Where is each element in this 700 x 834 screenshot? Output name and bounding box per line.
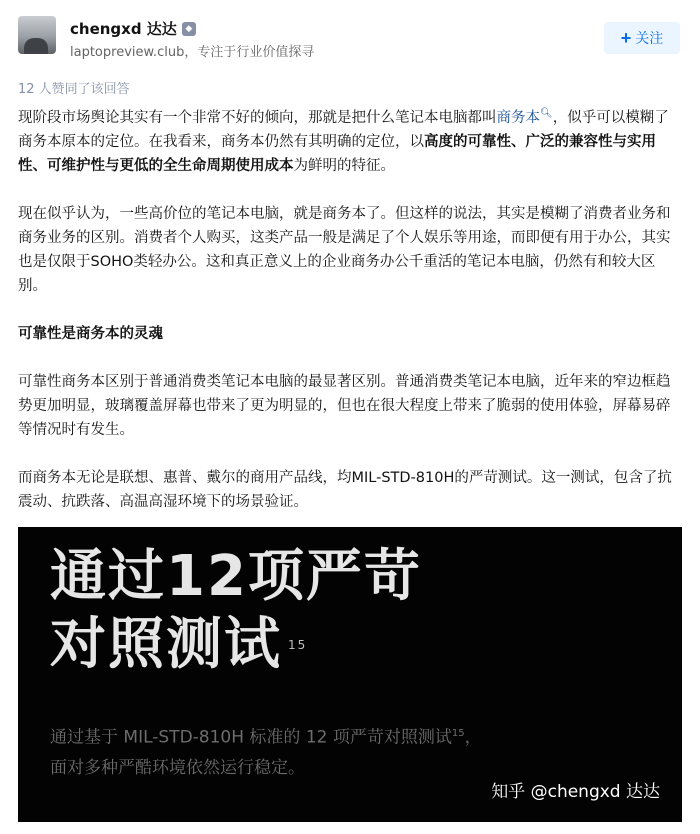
answer-content — [18, 102, 682, 538]
plus-icon: + — [620, 28, 632, 48]
image-headline: 通过12项严苛 对照测试 $^{15}$ — [50, 544, 422, 677]
answer-image[interactable] — [18, 527, 682, 822]
author-headline: laptopreview.club，专注于行业价值探寻 — [70, 45, 315, 60]
section-title: 可靠性是商务本的灵魂 — [18, 325, 163, 342]
author-name-text[interactable]: chengxd 达达 — [70, 20, 177, 38]
follow-button[interactable] — [604, 22, 680, 54]
answer-author-header — [18, 14, 682, 64]
paragraph-2: 现在似乎认为，一些高价位的笔记本电脑，就是商务本了。但这样的说法，其实是模糊了消费者业务和商务业务的区别。消费者个人购买，这类产品一般是满足了个人娱乐等用途，而即便有用于办公，其实也是仅限于SOHO类轻办公。这和真正意义上的企业商务办公千重活的笔记本电脑，仍然有和较大区别。 — [18, 205, 671, 294]
paragraph-4: 而商务本无论是联想、惠普、戴尔的商用产品线，均MIL-STD-810H的严苛测试。这一测试，包含了抗震动、抗跌落、高温高湿环境下的场景验证。 — [18, 469, 672, 510]
author-avatar[interactable] — [18, 16, 56, 54]
zhihu-watermark: 知乎 @chengxd 达达 — [491, 782, 660, 802]
follow-label: 关注 — [635, 30, 664, 46]
image-description: 通过基于 MIL-STD-810H 标准的 12 项严苛对照测试$^{15}$， 面对多种严酷环境依然运行稳定。 — [50, 727, 482, 778]
paragraph-1: 现阶段市场舆论其实有一个非常不好的倾向，那就是把什么笔记本电脑都叫商务本🔍︎，似乎可以模糊了商务本原本的定位。在我看来，商务本仍然有其明确的定位，以高度的可靠性、广泛的兼容性与实用性、可维护性与更低的全生命周期使用成本为鲜明的特征。 — [18, 108, 669, 174]
search-icon[interactable]: 🔍︎ — [540, 108, 553, 119]
keyword-link[interactable]: 商务本 — [496, 109, 540, 126]
author-name[interactable] — [70, 18, 196, 39]
paragraph-3: 可靠性商务本区别于普通消费类笔记本电脑的最显著区别。普通消费类笔记本电脑，近年来的窄边框趋势更加明显，玻璃覆盖屏幕也带来了更为明显的，但也在很大程度上带来了脆弱的使用体验，屏幕易碎等情况时有发生。 — [18, 373, 671, 438]
vote-count: 12 人赞同了该回答 — [18, 82, 130, 97]
verified-badge-icon: ◆ — [182, 22, 196, 36]
